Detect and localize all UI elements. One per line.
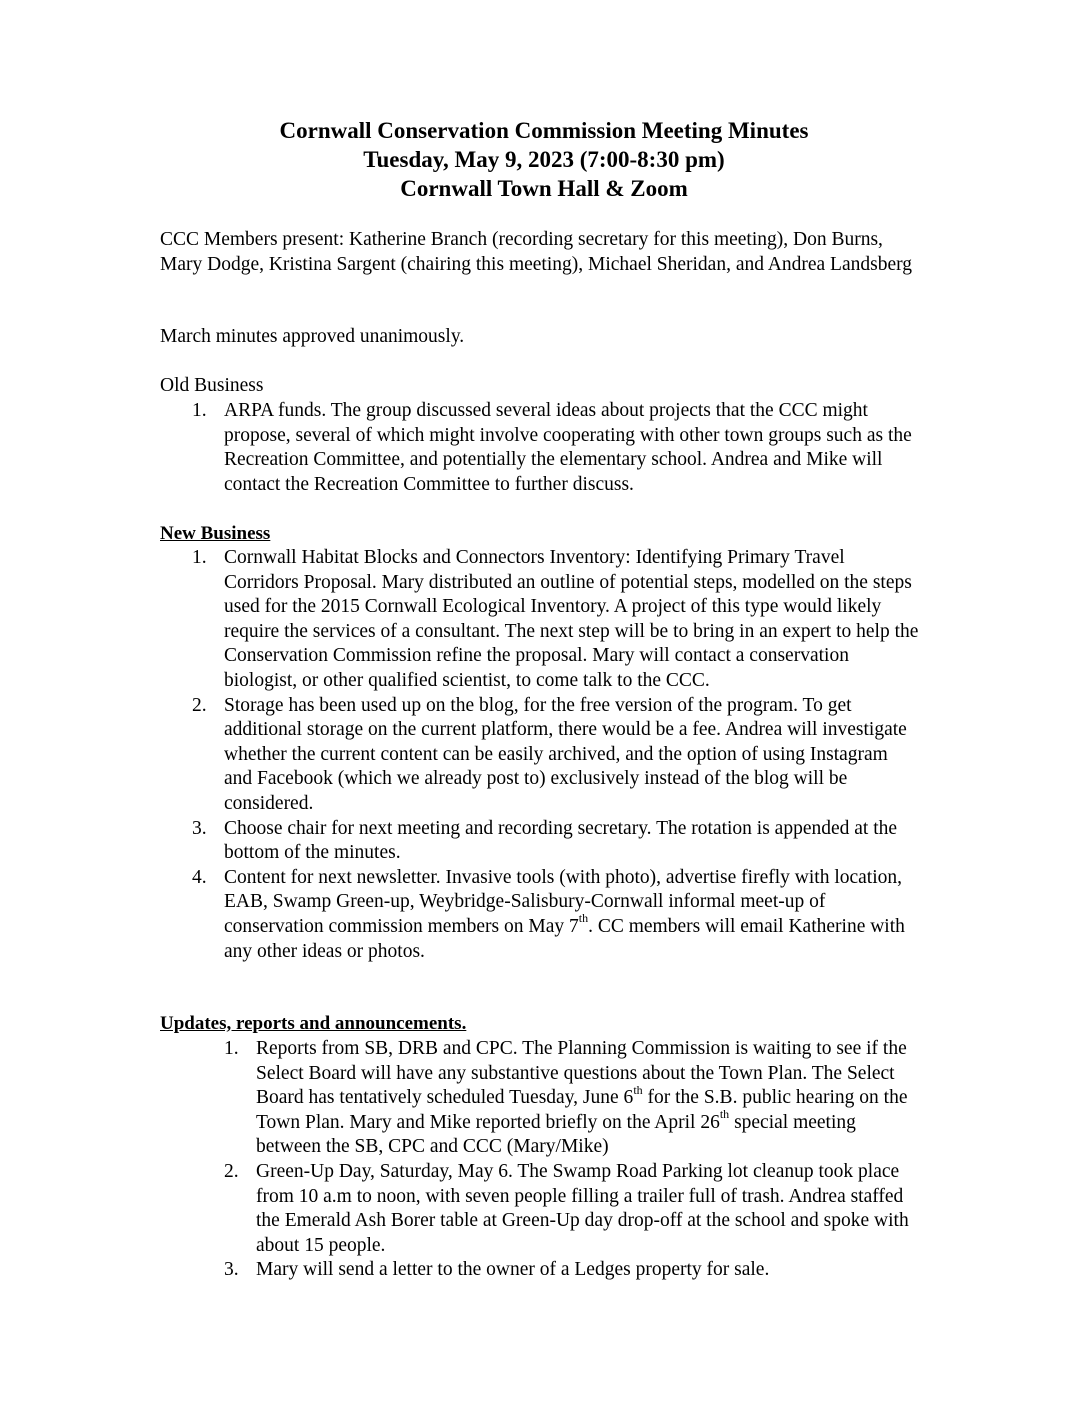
document-title: Cornwall Conservation Commission Meeting Minutes bbox=[279, 118, 809, 143]
item-number: 4. bbox=[192, 866, 207, 888]
item-text: Green-Up Day, Saturday, May 6. The Swamp Road Parking lot cleanup took place from 10 a.m to noon, with seven people filling a trailer full of trash. Andrea staffed the Emerald Ash Borer table at Green-Up day drop-off at the school and spoke with about 15 people. bbox=[256, 1160, 909, 1256]
updates-list bbox=[224, 1037, 924, 1283]
item-text-part: Reports from SB, DRB and CPC. The Planning Commission is waiting to see if the Select Board will have any substantive questions about the Town Plan. The Select Board has tentatively scheduled Tuesday, June 6 bbox=[256, 1038, 907, 1109]
item-number: 3. bbox=[192, 817, 207, 839]
ordinal-superscript: th bbox=[633, 1082, 643, 1097]
list-item bbox=[224, 1160, 924, 1258]
item-text-part: for the S.B. public hearing on the Town Plan. Mary and Mike reported briefly on the April 26 bbox=[256, 1087, 908, 1133]
item-number: 2. bbox=[192, 694, 207, 716]
approval-paragraph: March minutes approved unanimously. bbox=[160, 326, 465, 347]
list-item bbox=[192, 866, 920, 964]
list-item bbox=[192, 399, 920, 497]
attendance-paragraph: CCC Members present: Katherine Branch (recording secretary for this meeting), Don Burns, Mary Dodge, Kristina Sargent (chairing this meeting), Michael Sheridan, and Andrea Landsberg bbox=[160, 229, 912, 275]
list-item bbox=[192, 817, 920, 866]
item-number: 3. bbox=[224, 1259, 239, 1281]
item-number: 1. bbox=[192, 400, 207, 421]
meeting-date: Tuesday, May 9, 2023 (7:00-8:30 pm) bbox=[363, 147, 725, 172]
item-text: Mary will send a letter to the owner of a Ledges property for sale. bbox=[256, 1259, 770, 1281]
item-number: 2. bbox=[224, 1160, 239, 1182]
item-text: Choose chair for next meeting and recording secretary. The rotation is appended at the bottom of the minutes. bbox=[224, 817, 898, 864]
item-text bbox=[224, 867, 905, 962]
item-text: ARPA funds. The group discussed several ideas about projects that the CCC might propose, several of which might involve cooperating with other town groups such as the Recreation Committee, and potentially the elementary school. Andrea and Mike will contact the Recreation Committee to further discuss. bbox=[224, 400, 912, 495]
list-item bbox=[192, 694, 920, 817]
item-text-part: . CC members will email Katherine with any other ideas or photos. bbox=[224, 915, 905, 962]
item-text: Cornwall Habitat Blocks and Connectors Inventory: Identifying Primary Travel Corridors Proposal. Mary distributed an outline of potential steps, modelled on the steps used for the 2015 Cornwall Ecological Inventory. A project of this type would likely require the services of a consultant. The next step will be to bring in an expert to help the Conservation Commission refine the proposal. Mary will contact a conservation biologist, or other qualified scientist, to come talk to the CCC. bbox=[224, 547, 919, 691]
old-business-list bbox=[192, 399, 920, 497]
new-business-list bbox=[192, 546, 920, 964]
old-business-heading: Old Business bbox=[160, 375, 264, 396]
list-item bbox=[224, 1258, 924, 1283]
item-text-part: Content for next newsletter. Invasive tools (with photo), advertise firefly with location, EAB, Swamp Green-up, Weybridge-Salisbury-Cornwall informal meet-up of conservation commission members on May 7 bbox=[224, 866, 903, 937]
list-item bbox=[192, 546, 920, 694]
item-number: 1. bbox=[224, 1038, 239, 1059]
item-number: 1. bbox=[192, 547, 207, 568]
new-business-heading: New Business bbox=[160, 523, 271, 544]
ordinal-superscript: th bbox=[719, 1107, 730, 1122]
item-text-part: special meeting between the SB, CPC and CCC (Mary/Mike) bbox=[256, 1111, 856, 1158]
meeting-location: Cornwall Town Hall & Zoom bbox=[400, 176, 688, 201]
ordinal-superscript: th bbox=[578, 911, 589, 926]
list-item bbox=[224, 1037, 924, 1160]
item-text: Storage has been used up on the blog, for the free version of the program. To get additional storage on the current platform, there would be a fee. Andrea will investigate whether the current content can be easily archived, and the option of using Instagram and Facebook (which we already post to) exclusively instead of the blog will be considered. bbox=[224, 694, 907, 814]
item-text bbox=[256, 1038, 907, 1157]
updates-heading: Updates, reports and announcements. bbox=[160, 1013, 467, 1034]
